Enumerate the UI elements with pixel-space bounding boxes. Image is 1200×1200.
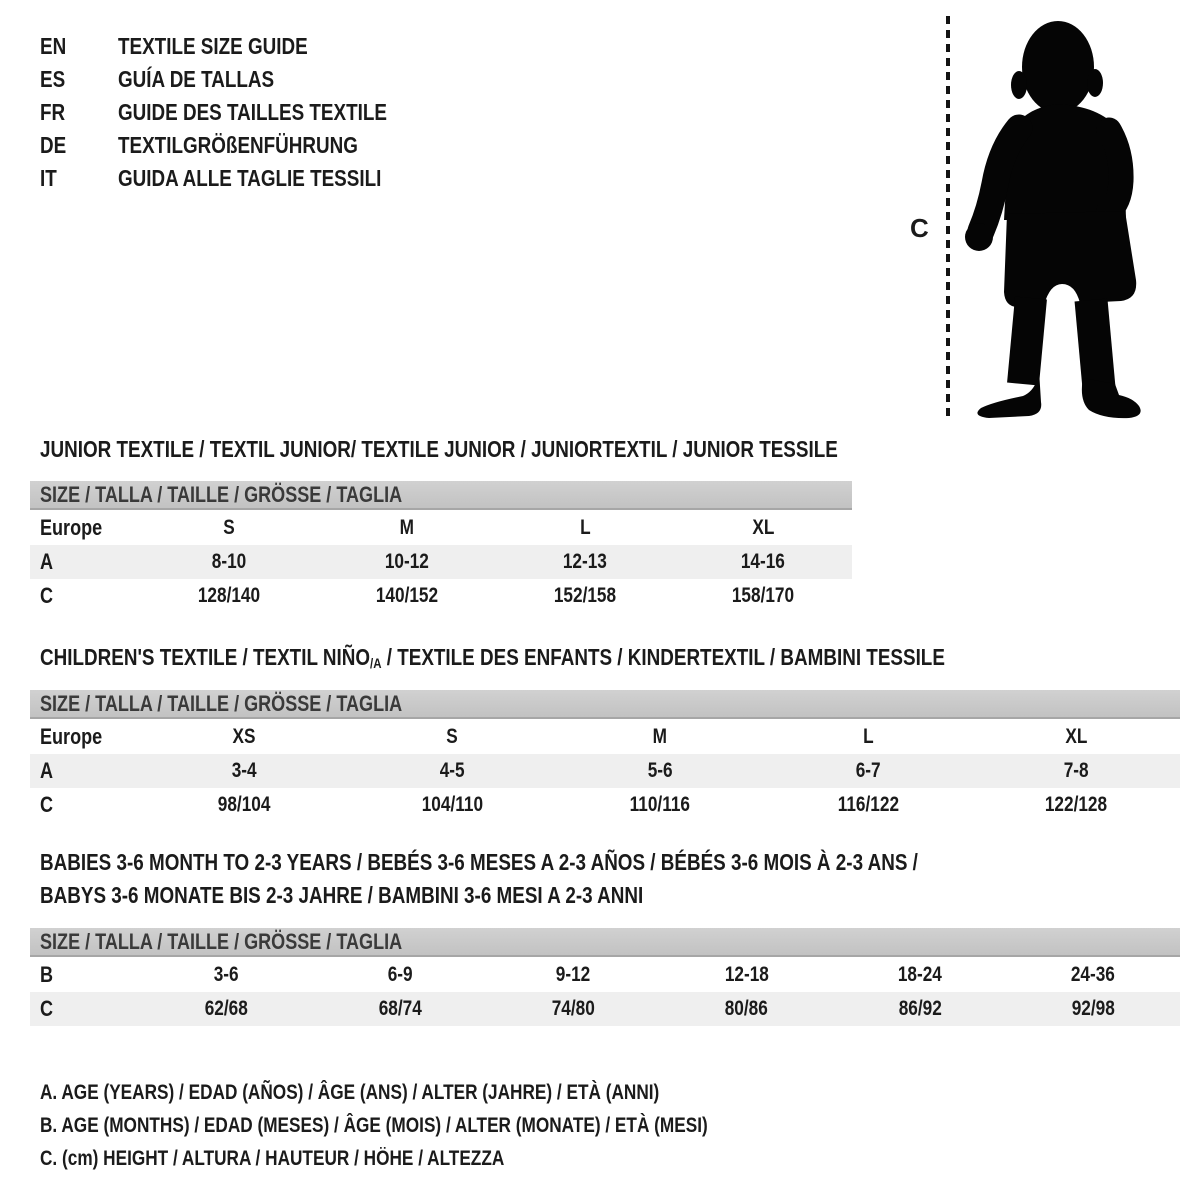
- language-title: GUIDA ALLE TAGLIE TESSILI: [118, 165, 382, 191]
- size-cell: XS: [232, 724, 256, 748]
- children-size-table: [30, 690, 1180, 822]
- size-cell: S: [223, 515, 235, 539]
- junior-section-title: JUNIOR TEXTILE / TEXTIL JUNIOR/ TEXTILE JUNIOR / JUNIORTEXTIL / JUNIOR TESSILE: [40, 436, 838, 462]
- babies-section-title-line2: BABYS 3-6 MONATE BIS 2-3 JAHRE / BAMBINI 3-6 MESI A 2-3 ANNI: [40, 882, 644, 908]
- toddler-silhouette-image: [963, 18, 1143, 420]
- table-row-height: [30, 992, 1180, 1026]
- size-cell: XL: [1064, 724, 1088, 748]
- value-cell: 152/158: [553, 584, 617, 607]
- language-code: FR: [40, 99, 66, 125]
- value-cell: 86/92: [898, 997, 942, 1020]
- table-row-sizes: [30, 510, 852, 545]
- table-row-age: [30, 754, 1180, 788]
- value-cell: 74/80: [551, 997, 595, 1020]
- value-cell: 12-18: [724, 962, 769, 986]
- language-row-es: [40, 63, 446, 96]
- value-cell: 80/86: [725, 997, 769, 1020]
- language-code: EN: [40, 33, 67, 59]
- babies-section-title-line1: BABIES 3-6 MONTH TO 2-3 YEARS / BEBÉS 3-6 MESES A 2-3 AÑOS / BÉBÉS 3-6 MOIS À 2-3 ANS /: [40, 849, 918, 875]
- value-cell: 92/98: [1071, 997, 1115, 1020]
- row-label: A: [40, 758, 54, 783]
- table-row-sizes: [30, 719, 1180, 754]
- legend-line-b: B. AGE (MONTHS) / EDAD (MESES) / ÂGE (MOIS) / ALTER (MONATE) / ETÀ (MESI): [40, 1114, 708, 1137]
- value-cell: 104/110: [421, 793, 483, 816]
- value-cell: 3-6: [214, 962, 240, 986]
- junior-size-table: [30, 481, 852, 613]
- language-title: TEXTILGRÖßENFÜHRUNG: [118, 132, 358, 158]
- legend-line-a: A. AGE (YEARS) / EDAD (AÑOS) / ÂGE (ANS) / ALTER (JAHRE) / ETÀ (ANNI): [40, 1081, 660, 1104]
- size-cell: S: [446, 724, 458, 748]
- size-table-header-bar: SIZE / TALLA / TAILLE / GRÖSSE / TAGLIA: [30, 928, 1180, 957]
- region-label: Europe: [40, 514, 103, 540]
- value-cell: 10-12: [384, 550, 430, 573]
- value-cell: 158/170: [731, 584, 795, 607]
- measurement-legend: [40, 1076, 854, 1175]
- size-cell: L: [579, 515, 591, 539]
- table-row-height: [30, 579, 852, 613]
- value-cell: 18-24: [897, 962, 942, 986]
- language-row-it: [40, 162, 446, 195]
- size-cell: M: [399, 515, 415, 539]
- row-label: C: [40, 792, 54, 817]
- value-cell: 116/122: [837, 793, 899, 816]
- language-code: ES: [40, 66, 66, 92]
- value-cell: 6-7: [855, 759, 881, 782]
- size-cell: L: [862, 724, 874, 748]
- value-cell: 9-12: [556, 962, 591, 986]
- row-label: C: [40, 583, 54, 608]
- language-title-list: [40, 30, 446, 195]
- value-cell: 128/140: [197, 584, 261, 607]
- table-row-height: [30, 788, 1180, 822]
- value-cell: 7-8: [1063, 759, 1089, 782]
- value-cell: 8-10: [211, 550, 247, 573]
- value-cell: 62/68: [205, 997, 249, 1020]
- legend-line-c: C. (cm) HEIGHT / ALTURA / HAUTEUR / HÖHE / ALTEZZA: [40, 1147, 505, 1170]
- row-label: C: [40, 996, 54, 1021]
- value-cell: 24-36: [1071, 962, 1116, 986]
- language-code: IT: [40, 165, 57, 191]
- size-table-header-bar: SIZE / TALLA / TAILLE / GRÖSSE / TAGLIA: [30, 690, 1180, 719]
- size-cell: M: [652, 724, 668, 748]
- language-title: GUIDE DES TAILLES TEXTILE: [118, 99, 387, 125]
- babies-size-table: [30, 928, 1180, 1026]
- children-section-title: CHILDREN'S TEXTILE / TEXTIL NIÑO/A / TEXTILE DES ENFANTS / KINDERTEXTIL / BAMBINI TESSILE: [40, 644, 945, 671]
- region-label: Europe: [40, 723, 103, 749]
- language-code: DE: [40, 132, 67, 158]
- value-cell: 3-4: [231, 759, 257, 782]
- value-cell: 4-5: [439, 759, 465, 782]
- language-row-de: [40, 129, 446, 162]
- value-cell: 5-6: [647, 759, 673, 782]
- size-table-header-bar: SIZE / TALLA / TAILLE / GRÖSSE / TAGLIA: [30, 481, 852, 510]
- value-cell: 6-9: [387, 962, 413, 986]
- value-cell: 140/152: [375, 584, 439, 607]
- value-cell: 110/116: [629, 793, 691, 816]
- value-cell: 68/74: [378, 997, 422, 1020]
- language-title: GUÍA DE TALLAS: [118, 66, 275, 92]
- row-label: A: [40, 549, 54, 574]
- height-measure-label: C: [910, 213, 929, 243]
- size-cell: XL: [751, 515, 775, 539]
- height-measure-dashed-line: [946, 16, 950, 416]
- language-title: TEXTILE SIZE GUIDE: [118, 33, 308, 59]
- value-cell: 122/128: [1044, 793, 1108, 816]
- language-row-fr: [40, 96, 446, 129]
- table-row-age: [30, 545, 852, 579]
- nino-a-subscript: /A: [370, 655, 382, 671]
- language-row-en: [40, 30, 446, 63]
- table-row-age-months: [30, 957, 1180, 992]
- row-label: B: [40, 961, 54, 987]
- value-cell: 14-16: [740, 550, 786, 573]
- value-cell: 12-13: [562, 550, 608, 573]
- value-cell: 98/104: [217, 793, 271, 816]
